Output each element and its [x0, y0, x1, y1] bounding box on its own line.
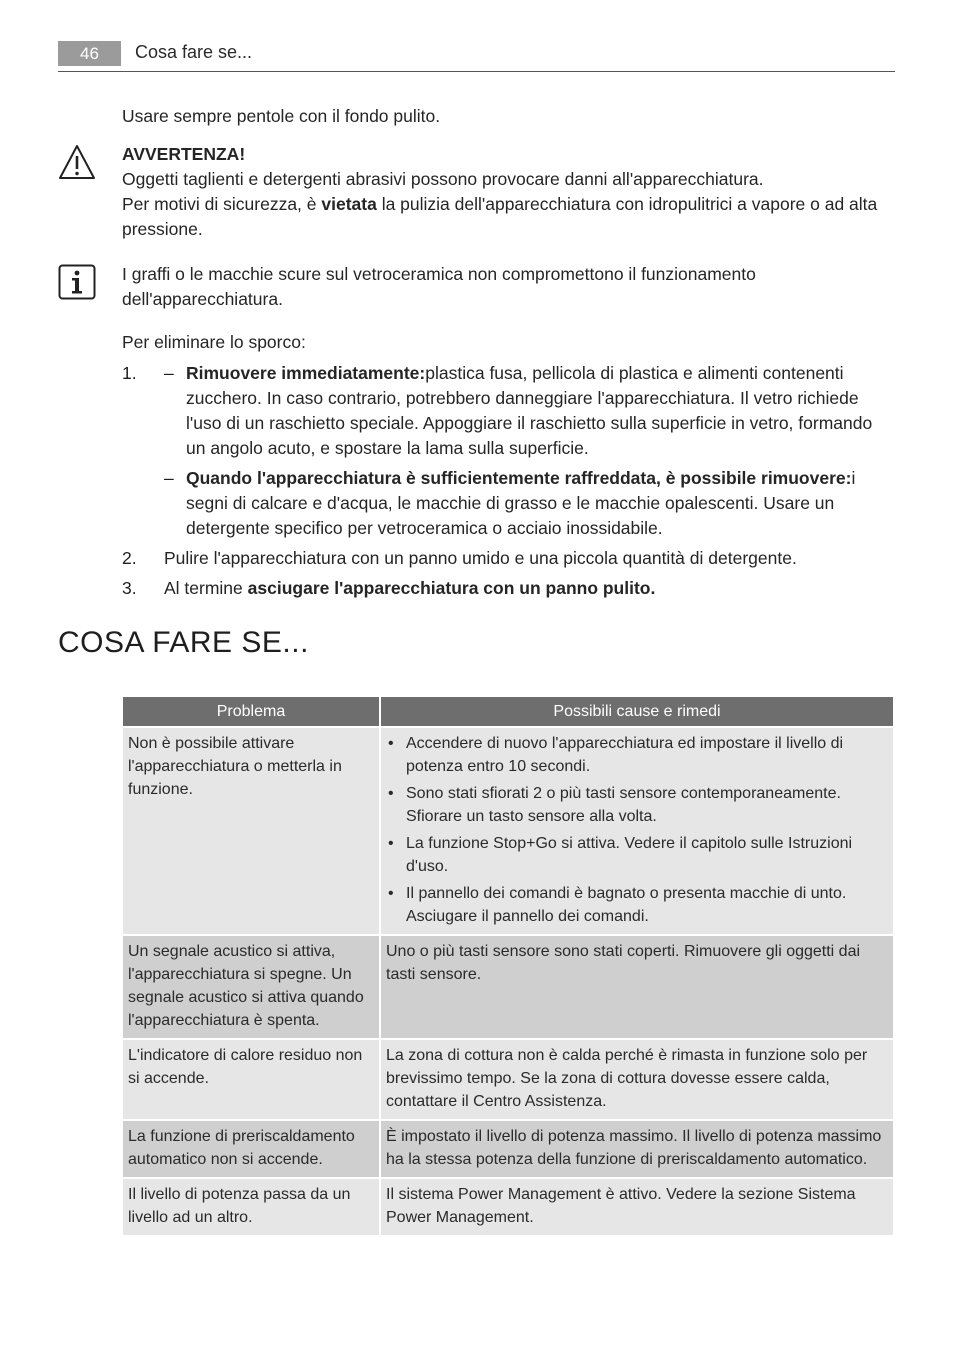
running-title: Cosa fare se...	[135, 42, 253, 62]
list-item: • Sono stati sfiorati 2 o più tasti sensore contemporaneamente. Sfiorare un tasto sensore alla volta.	[386, 782, 888, 828]
warning-text	[122, 167, 895, 242]
warning-heading: AVVERTENZA!	[122, 144, 246, 164]
warning-triangle-icon	[58, 144, 96, 180]
cleaning-heading: Per eliminare lo sporco:	[122, 332, 306, 352]
warning-line-2-pre: Per motivi di sicurezza, è	[122, 194, 322, 214]
warning-line-2	[122, 192, 895, 242]
remedy-cell: Il sistema Power Management è attivo. Vedere la sezione Sistema Power Management.	[381, 1179, 893, 1235]
intro-text: Usare sempre pentole con il fondo pulito.	[122, 106, 441, 126]
table-header-row	[123, 697, 893, 726]
column-header-remedies: Possibili cause e rimedi	[381, 697, 893, 726]
section-title: COSA FARE SE...	[58, 626, 309, 659]
problem-cell: L'indicatore di calore residuo non si accende.	[123, 1040, 379, 1119]
sub-2-bold: Quando l'apparecchiatura è sufficientemente raffreddata, è possibile rimuovere:	[186, 468, 852, 488]
table-row	[123, 936, 893, 1038]
page-header	[58, 38, 895, 72]
table-row	[123, 1121, 893, 1177]
table-row	[123, 728, 893, 934]
step-1-number: 1.	[122, 363, 137, 383]
sub-1-bold: Rimuovere immediatamente:	[186, 363, 426, 383]
warning-line-2-bold: vietata	[321, 194, 377, 214]
table-row	[123, 1040, 893, 1119]
remedy-cell: È impostato il livello di potenza massimo. Il livello di potenza massimo ha la stessa potenza della funzione di preriscaldamento automatico.	[381, 1121, 893, 1177]
troubleshooting-table	[121, 695, 895, 1237]
table-row	[123, 1179, 893, 1235]
warning-line-1: Oggetti taglienti e detergenti abrasivi possono provocare danni all'apparecchiatura.	[122, 169, 764, 189]
step-2-number: 2.	[122, 548, 137, 568]
list-item: • La funzione Stop+Go si attiva. Vedere il capitolo sulle Istruzioni d'uso.	[386, 832, 888, 878]
remedy-cell: Uno o più tasti sensore sono stati coperti. Rimuovere gli oggetti dai tasti sensore.	[381, 936, 893, 1038]
step-1-sub-2	[186, 466, 895, 541]
sub-1-dash: –	[164, 363, 174, 383]
problem-cell: Un segnale acustico si attiva, l'apparecchiatura si spegne. Un segnale acustico si attiva quando l'apparecchiatura è spenta.	[123, 936, 379, 1038]
step-3-number: 3.	[122, 578, 137, 598]
remedy-cell	[381, 728, 893, 934]
sub-2-text: i segni di calcare e d'acqua, le macchie di grasso e le macchie opalescenti. Usare un detergente specifico per vetroceramica o acciaio inossidabile.	[186, 468, 856, 538]
step-1-sub-1	[186, 361, 895, 461]
problem-cell: Il livello di potenza passa da un livello ad un altro.	[123, 1179, 379, 1235]
sub-1-text: plastica fusa, pellicola di plastica e alimenti contenenti zucchero. In caso contrario, potrebbero danneggiare l'apparecchiatura. Il vetro richiede l'uso di un raschietto speciale. Appoggiare il raschietto sulla superficie in vetro, formando un angolo acuto, e spostare la lama sulla superficie.	[186, 363, 873, 458]
list-item: • Accendere di nuovo l'apparecchiatura ed impostare il livello di potenza entro 10 secondi.	[386, 732, 888, 778]
step-2-text: Pulire l'apparecchiatura con un panno umido e una piccola quantità di detergente.	[164, 548, 797, 568]
problem-cell: Non è possibile attivare l'apparecchiatura o metterla in funzione.	[123, 728, 379, 934]
page-number: 46	[58, 41, 121, 66]
info-text: I graffi o le macchie scure sul vetroceramica non compromettono il funzionamento dell'apparecchiatura.	[122, 264, 756, 309]
step-3-bold: asciugare l'apparecchiatura con un panno pulito.	[247, 578, 656, 598]
problem-cell: La funzione di preriscaldamento automatico non si accende.	[123, 1121, 379, 1177]
list-item: • Il pannello dei comandi è bagnato o presenta macchie di unto. Asciugare il pannello dei comandi.	[386, 882, 888, 928]
column-header-problem: Problema	[123, 697, 379, 726]
sub-2-dash: –	[164, 468, 174, 488]
remedy-list	[386, 732, 888, 928]
step-3-pre: Al termine	[164, 578, 248, 598]
info-icon	[58, 264, 96, 300]
step-3-text	[164, 576, 895, 601]
warning-line-2-post: la pulizia dell'apparecchiatura con idropulitrici a vapore o ad alta pressione.	[122, 194, 878, 239]
remedy-cell: La zona di cottura non è calda perché è rimasta in funzione solo per brevissimo tempo. Se la zona di cottura dovesse essere calda, contattare il Centro Assistenza.	[381, 1040, 893, 1119]
